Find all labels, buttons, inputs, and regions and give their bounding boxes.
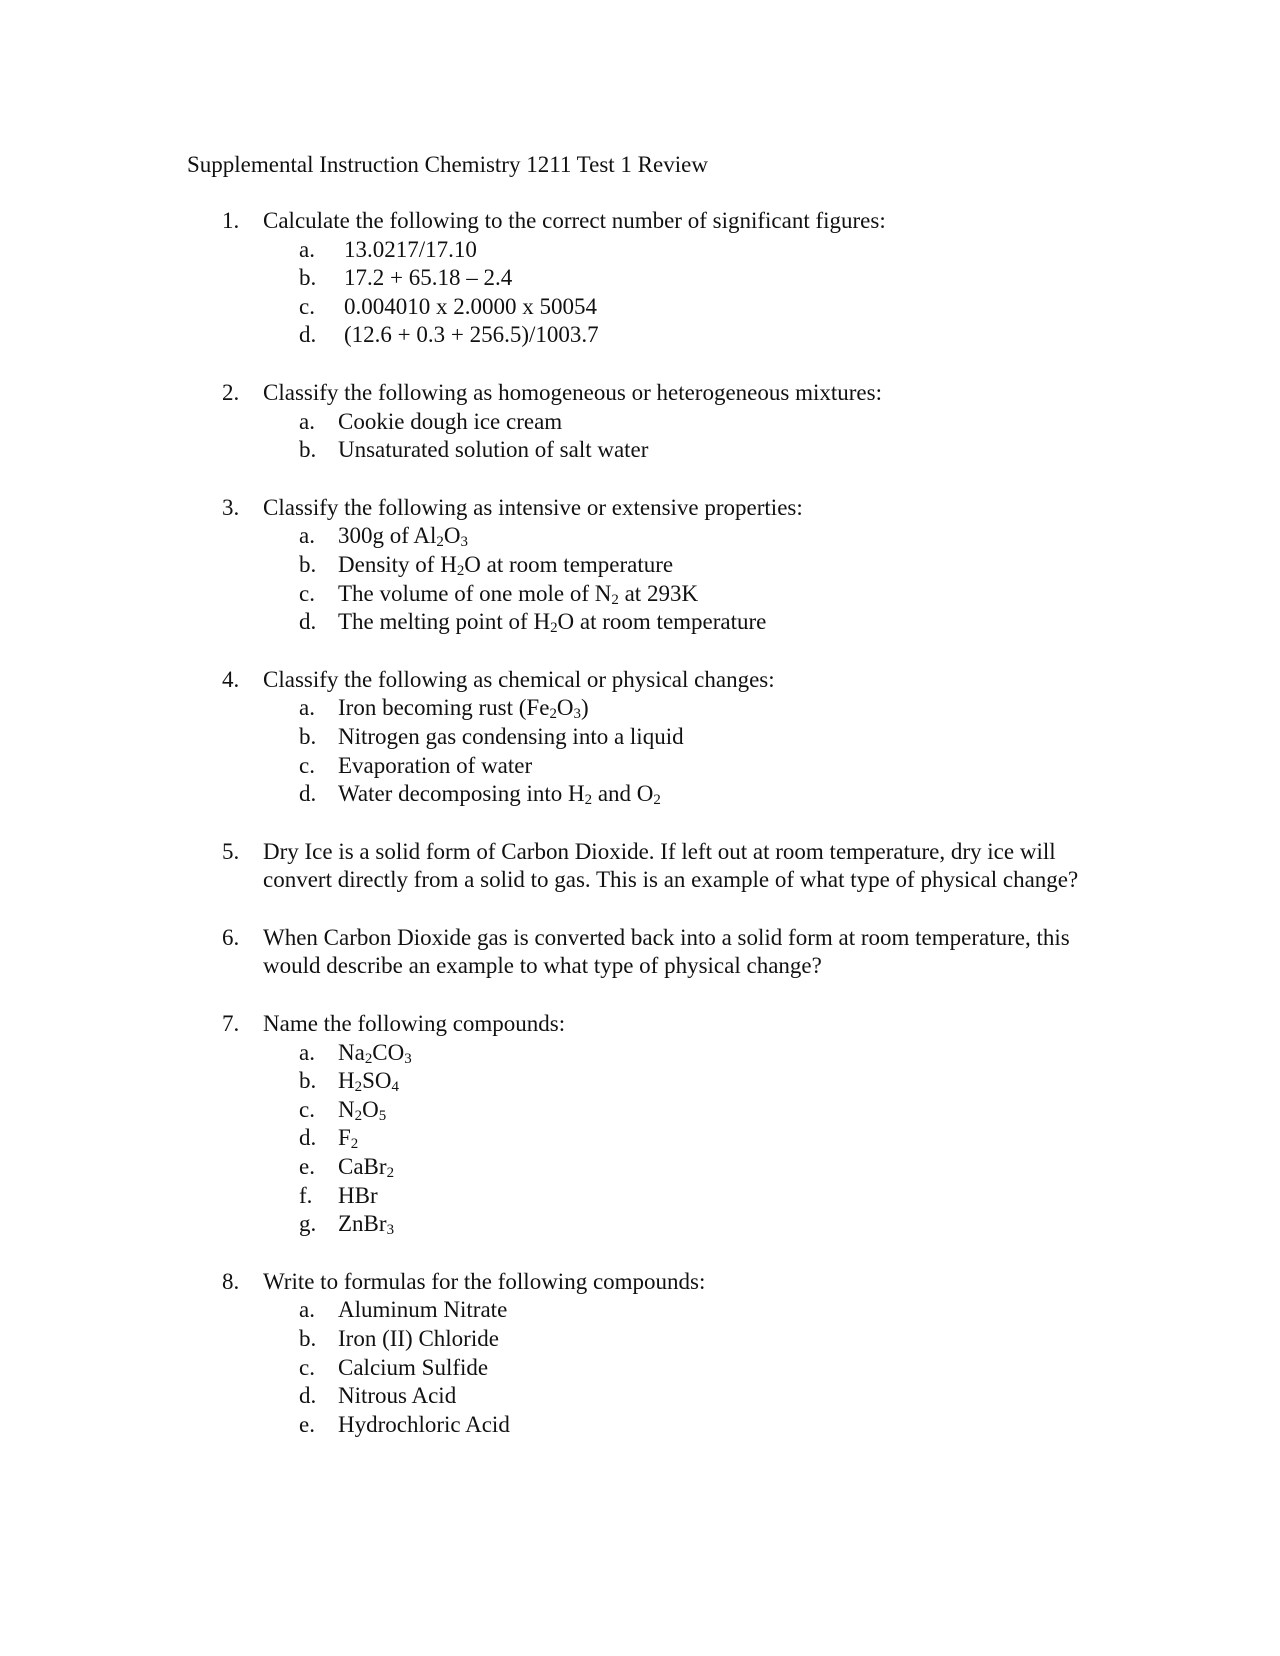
- sub-item: [0, 522, 1280, 551]
- sub-item-list: [0, 1039, 1280, 1239]
- sub-item-letter: a.: [299, 523, 315, 549]
- question-5: [0, 838, 1280, 895]
- sub-item-letter: d.: [299, 1125, 317, 1151]
- sub-item-text: The melting point of $H_2O$ at room temperature: [338, 609, 767, 637]
- sub-item: [0, 293, 1280, 322]
- sub-item-letter: c.: [299, 580, 315, 606]
- sub-item-text: Hydrochloric Acid: [338, 1411, 510, 1437]
- question-8: [0, 1268, 1280, 1440]
- sub-item: [0, 580, 1280, 609]
- question-1: [0, 207, 1280, 350]
- sub-item-text: $H_2SO_4$: [338, 1068, 399, 1096]
- page-title: Supplemental Instruction Chemistry 1211 Test 1 Review: [187, 152, 708, 177]
- sub-item-text: The volume of one mole of $N_2$ at 293K: [338, 580, 699, 608]
- sub-item-letter: a.: [299, 408, 315, 434]
- question-number: 6.: [222, 924, 240, 950]
- question-number: 8.: [222, 1268, 240, 1294]
- sub-item-text: Density of $H_2O$ at room temperature: [338, 551, 674, 579]
- sub-item-text: Nitrous Acid: [338, 1383, 457, 1409]
- question-text: Calculate the following to the correct number of significant figures:: [263, 208, 886, 233]
- question-7: [0, 1010, 1280, 1239]
- question-4: [0, 666, 1280, 809]
- sub-item-text: Evaporation of water: [338, 752, 533, 778]
- sub-item: [0, 551, 1280, 580]
- question-text: Classify the following as chemical or physical changes:: [263, 666, 775, 692]
- question-6: [0, 924, 1280, 981]
- sub-item: [0, 1411, 1280, 1440]
- sub-item-letter: b.: [299, 1068, 317, 1094]
- sub-item: [0, 1039, 1280, 1068]
- sub-item-letter: c.: [299, 1354, 315, 1380]
- question-row: [0, 1010, 1280, 1039]
- sub-item-text: $N_2O_5$: [338, 1096, 387, 1124]
- sub-item: [0, 1153, 1280, 1182]
- sub-item-letter: e.: [299, 1154, 315, 1180]
- sub-item-letter: e.: [299, 1411, 315, 1437]
- question-text: Write to formulas for the following compounds:: [263, 1268, 706, 1294]
- sub-item: [0, 236, 1280, 265]
- question-2: [0, 379, 1280, 465]
- sub-item-text: 17.2 + 65.18 – 2.4: [344, 265, 513, 291]
- sub-item-letter: g.: [299, 1211, 317, 1237]
- sub-item-letter: b.: [299, 265, 317, 291]
- sub-item-letter: a.: [299, 236, 315, 262]
- sub-item: [0, 264, 1280, 293]
- question-row: [0, 207, 1280, 236]
- sub-item-text: Water decomposing into $H_2$ and $O_2$: [338, 781, 661, 809]
- sub-item-letter: c.: [299, 752, 315, 778]
- sub-item: [0, 752, 1280, 781]
- sub-item-letter: f.: [299, 1182, 313, 1208]
- question-text: Name the following compounds:: [263, 1011, 566, 1037]
- question-number: 1.: [222, 208, 240, 233]
- sub-item-text: Nitrogen gas condensing into a liquid: [338, 723, 684, 749]
- sub-item: [0, 436, 1280, 465]
- question-number: 4.: [222, 666, 240, 692]
- sub-item: [0, 780, 1280, 809]
- sub-item-text: $F_2$: [338, 1125, 359, 1153]
- question-number: 5.: [222, 838, 240, 864]
- question-text: Classify the following as homogeneous or heterogeneous mixtures:: [263, 379, 882, 405]
- question-row: [0, 379, 1280, 408]
- sub-item-list: [0, 236, 1280, 350]
- sub-item-text: Calcium Sulfide: [338, 1354, 489, 1380]
- question-text: Dry Ice is a solid form of Carbon Dioxide. If left out at room temperature, dry ice will convert directly from a solid to gas. This is an example of what type of physical change?: [263, 838, 1079, 893]
- sub-item-letter: c.: [299, 293, 315, 319]
- sub-item-text: ZnBr$_3$: [338, 1211, 395, 1239]
- sub-item: [0, 1354, 1280, 1383]
- sub-item: [0, 1124, 1280, 1153]
- question-row: [0, 666, 1280, 695]
- question-row: [0, 1268, 1280, 1297]
- sub-item: [0, 1210, 1280, 1239]
- sub-item-letter: d.: [299, 322, 317, 348]
- sub-item-letter: b.: [299, 723, 317, 749]
- sub-item: [0, 1382, 1280, 1411]
- sub-item: [0, 321, 1280, 350]
- sub-item-list: [0, 694, 1280, 808]
- sub-item: [0, 1325, 1280, 1354]
- sub-item-list: [0, 408, 1280, 465]
- sub-item-list: [0, 1296, 1280, 1439]
- sub-item-letter: a.: [299, 695, 315, 721]
- sub-item-list: [0, 522, 1280, 636]
- question-number: 7.: [222, 1011, 240, 1037]
- sub-item-text: $Na_2CO_3$: [338, 1039, 412, 1067]
- sub-item: [0, 1096, 1280, 1125]
- sub-item-letter: b.: [299, 551, 317, 577]
- sub-item-text: 300g of $Al_2O_3$: [338, 523, 468, 551]
- sub-item-letter: a.: [299, 1297, 315, 1323]
- sub-item-text: (12.6 + 0.3 + 256.5)/1003.7: [344, 322, 599, 348]
- sub-item: [0, 1067, 1280, 1096]
- sub-item-letter: a.: [299, 1039, 315, 1065]
- sub-item-letter: d.: [299, 1383, 317, 1409]
- sub-item: [0, 608, 1280, 637]
- sub-item-text: Unsaturated solution of salt water: [338, 437, 649, 463]
- question-3: [0, 494, 1280, 637]
- sub-item-text: 13.0217/17.10: [344, 236, 477, 262]
- sub-item-letter: c.: [299, 1096, 315, 1122]
- sub-item-letter: d.: [299, 609, 317, 635]
- sub-item-letter: b.: [299, 437, 317, 463]
- sub-item: [0, 694, 1280, 723]
- question-number: 2.: [222, 379, 240, 405]
- sub-item-text: Iron (II) Chloride: [338, 1326, 499, 1351]
- sub-item-text: Cookie dough ice cream: [338, 408, 563, 434]
- sub-item-letter: d.: [299, 781, 317, 807]
- sub-item: [0, 1182, 1280, 1211]
- question-row: [0, 494, 1280, 523]
- sub-item: [0, 408, 1280, 437]
- sub-item-text: Iron becoming rust $(Fe_2O_3)$: [338, 695, 589, 723]
- sub-item: [0, 1296, 1280, 1325]
- question-list: [0, 207, 1280, 1468]
- question-number: 3.: [222, 494, 240, 520]
- sub-item-text: 0.004010 x 2.0000 x 50054: [344, 293, 597, 319]
- question-row: [0, 924, 1280, 981]
- question-text: When Carbon Dioxide gas is converted back into a solid form at room temperature, this would describe an example to what type of physical change?: [263, 924, 1070, 979]
- question-row: [0, 838, 1280, 895]
- sub-item-text: HBr: [338, 1182, 378, 1208]
- sub-item-letter: b.: [299, 1326, 317, 1351]
- sub-item-text: CaBr$_2$: [338, 1154, 395, 1182]
- sub-item-text: Aluminum Nitrate: [338, 1297, 508, 1323]
- question-text: Classify the following as intensive or extensive properties:: [263, 494, 803, 520]
- sub-item: [0, 723, 1280, 752]
